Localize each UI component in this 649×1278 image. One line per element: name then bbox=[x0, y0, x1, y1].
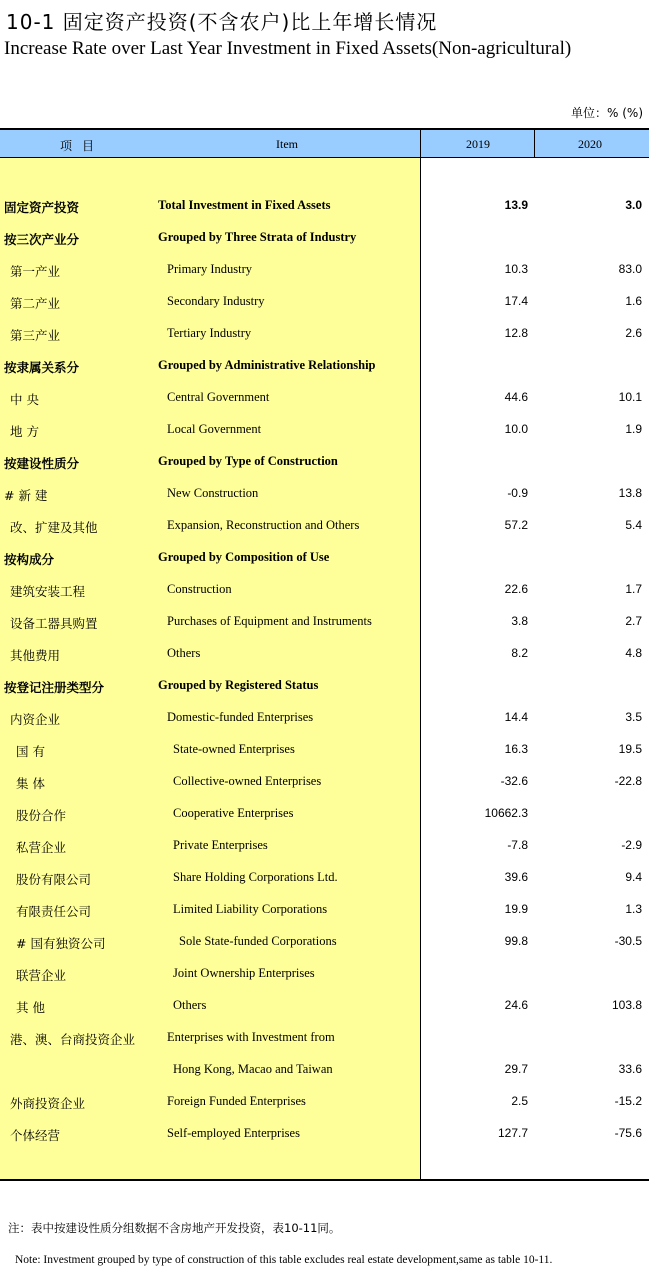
row-label-en: Grouped by Registered Status bbox=[158, 678, 319, 692]
value-2020: 3.5 bbox=[625, 710, 642, 724]
table-row bbox=[0, 862, 649, 894]
row-label-en: Secondary Industry bbox=[167, 294, 265, 308]
row-label-en: Hong Kong, Macao and Taiwan bbox=[173, 1062, 333, 1076]
table-row bbox=[0, 350, 649, 382]
table-row bbox=[0, 1118, 649, 1150]
header-cn: 项目 bbox=[60, 139, 105, 153]
note-cn: 注：表中按建设性质分组数据不含房地产开发投资，表10-11同。 bbox=[8, 1221, 341, 1235]
table-row bbox=[0, 414, 649, 446]
value-2019: 3.8 bbox=[511, 614, 528, 628]
value-2020: 10.1 bbox=[618, 390, 642, 404]
value-2019: 10662.3 bbox=[484, 806, 528, 820]
row-label-en: Primary Industry bbox=[167, 262, 253, 276]
row-label-cn: # 新 建 bbox=[4, 488, 48, 503]
value-2019: 16.3 bbox=[504, 742, 528, 756]
value-2020: 1.7 bbox=[625, 582, 642, 596]
value-2019: -0.9 bbox=[507, 486, 528, 500]
row-label-en: State-owned Enterprises bbox=[173, 742, 295, 756]
row-label-en: Expansion, Reconstruction and Others bbox=[167, 518, 360, 532]
value-2019: 13.9 bbox=[504, 198, 528, 212]
value-2019: 10.0 bbox=[504, 422, 528, 436]
row-label-en: Joint Ownership Enterprises bbox=[173, 966, 315, 980]
value-2020: 3.0 bbox=[625, 198, 642, 212]
row-label-cn: 其他费用 bbox=[10, 648, 61, 663]
value-2020: 5.4 bbox=[625, 518, 642, 532]
value-2020: -15.2 bbox=[614, 1094, 642, 1108]
row-label-en: Limited Liability Corporations bbox=[173, 902, 328, 916]
value-2019: 17.4 bbox=[504, 294, 528, 308]
row-label-cn: 中 央 bbox=[10, 392, 39, 407]
table-row bbox=[0, 894, 649, 926]
row-label-cn: # 国有独资公司 bbox=[16, 936, 106, 951]
table-title-en: Increase Rate over Last Year Investment in Fixed Assets(Non-agricultural) bbox=[4, 38, 572, 59]
row-label-cn: 地 方 bbox=[10, 424, 39, 439]
row-label-en: Grouped by Type of Construction bbox=[158, 454, 338, 468]
row-label-cn: 第二产业 bbox=[10, 296, 61, 311]
row-label-en: Tertiary Industry bbox=[167, 326, 252, 340]
row-label-cn: 股份合作 bbox=[16, 808, 67, 823]
table-row bbox=[0, 798, 649, 830]
row-label-en: Collective-owned Enterprises bbox=[173, 774, 322, 788]
row-label-cn: 第三产业 bbox=[10, 328, 61, 343]
table-row bbox=[0, 478, 649, 510]
value-2019: 29.7 bbox=[504, 1062, 528, 1076]
value-2019: 12.8 bbox=[504, 326, 528, 340]
value-2020: 13.8 bbox=[618, 486, 642, 500]
row-label-cn: 国 有 bbox=[16, 744, 45, 759]
table-row bbox=[0, 382, 649, 414]
value-2020: 2.6 bbox=[625, 326, 642, 340]
table-row bbox=[0, 446, 649, 478]
value-2019: 99.8 bbox=[504, 934, 528, 948]
value-2019: 10.3 bbox=[504, 262, 528, 276]
row-label-en: Central Government bbox=[167, 390, 270, 404]
row-label-cn: 按三次产业分 bbox=[4, 232, 80, 247]
row-label-cn: 联营企业 bbox=[16, 968, 67, 983]
table-row bbox=[0, 926, 649, 958]
table-row bbox=[0, 990, 649, 1022]
row-label-cn: 设备工器具购置 bbox=[10, 616, 98, 631]
value-2019: 8.2 bbox=[511, 646, 528, 660]
row-label-en: Foreign Funded Enterprises bbox=[167, 1094, 306, 1108]
table-row bbox=[0, 766, 649, 798]
row-label-cn: 按隶属关系分 bbox=[4, 360, 80, 375]
value-2019: 39.6 bbox=[504, 870, 528, 884]
row-label-cn: 个体经营 bbox=[10, 1128, 61, 1143]
table-row bbox=[0, 542, 649, 574]
row-label-en: Grouped by Three Strata of Industry bbox=[158, 230, 357, 244]
row-label-cn: 按构成分 bbox=[4, 552, 55, 567]
value-2020: 1.9 bbox=[625, 422, 642, 436]
value-2019: 24.6 bbox=[504, 998, 528, 1012]
value-2020: 2.7 bbox=[625, 614, 642, 628]
row-label-en: Local Government bbox=[167, 422, 262, 436]
table-title-cn: 10-1 固定资产投资(不含农户)比上年增长情况 bbox=[6, 10, 438, 34]
value-2020: 19.5 bbox=[618, 742, 642, 756]
table-row bbox=[0, 574, 649, 606]
value-2020: 33.6 bbox=[618, 1062, 642, 1076]
row-label-en: Self-employed Enterprises bbox=[167, 1126, 300, 1140]
unit-label: 单位：% (%) bbox=[571, 106, 643, 120]
row-label-cn: 私营企业 bbox=[16, 840, 67, 855]
value-2020: -22.8 bbox=[614, 774, 642, 788]
table-row bbox=[0, 606, 649, 638]
row-label-en: Others bbox=[173, 998, 207, 1012]
table-header bbox=[0, 128, 649, 158]
header-year-2019: 2019 bbox=[466, 137, 490, 151]
header-divider bbox=[534, 128, 535, 158]
row-label-en: Others bbox=[167, 646, 201, 660]
table-row bbox=[0, 190, 649, 222]
row-label-cn: 改、扩建及其他 bbox=[10, 520, 98, 535]
row-label-cn: 集 体 bbox=[16, 776, 45, 791]
row-label-cn: 内资企业 bbox=[10, 712, 61, 727]
row-label-cn: 固定资产投资 bbox=[4, 200, 80, 215]
value-2019: 2.5 bbox=[511, 1094, 528, 1108]
row-label-cn: 第一产业 bbox=[10, 264, 61, 279]
value-2020: -30.5 bbox=[614, 934, 642, 948]
table-row bbox=[0, 670, 649, 702]
value-2019: 14.4 bbox=[504, 710, 528, 724]
row-label-en: Grouped by Composition of Use bbox=[158, 550, 330, 564]
value-2019: 19.9 bbox=[504, 902, 528, 916]
value-2019: 44.6 bbox=[504, 390, 528, 404]
row-label-en: Total Investment in Fixed Assets bbox=[158, 198, 331, 212]
row-label-en: Private Enterprises bbox=[173, 838, 268, 852]
value-2019: 22.6 bbox=[504, 582, 528, 596]
row-label-cn: 股份有限公司 bbox=[16, 872, 92, 887]
table-row bbox=[0, 510, 649, 542]
table-row bbox=[0, 222, 649, 254]
row-label-cn: 按登记注册类型分 bbox=[4, 680, 105, 695]
row-label-en: Grouped by Administrative Relationship bbox=[158, 358, 376, 372]
row-label-en: Sole State-funded Corporations bbox=[179, 934, 337, 948]
value-2020: 9.4 bbox=[625, 870, 642, 884]
row-label-cn: 外商投资企业 bbox=[10, 1096, 86, 1111]
value-2020: 4.8 bbox=[625, 646, 642, 660]
table-row bbox=[0, 1022, 649, 1054]
value-2019: 127.7 bbox=[497, 1126, 528, 1140]
row-label-en: Construction bbox=[167, 582, 232, 596]
row-label-en: Purchases of Equipment and Instruments bbox=[167, 614, 372, 628]
table-row bbox=[0, 1086, 649, 1118]
table-row bbox=[0, 734, 649, 766]
table-bottom-rule bbox=[0, 1179, 649, 1181]
value-2019: -7.8 bbox=[507, 838, 528, 852]
row-label-en: Domestic-funded Enterprises bbox=[167, 710, 314, 724]
table-row bbox=[0, 958, 649, 990]
row-label-en: Cooperative Enterprises bbox=[173, 806, 294, 820]
row-label-en: Enterprises with Investment from bbox=[167, 1030, 335, 1044]
value-2019: -32.6 bbox=[500, 774, 528, 788]
value-2020: 83.0 bbox=[618, 262, 642, 276]
header-item: Item bbox=[276, 137, 298, 151]
row-label-en: Share Holding Corporations Ltd. bbox=[173, 870, 338, 884]
row-label-cn: 其 他 bbox=[16, 1000, 45, 1015]
note-en: Note: Investment grouped by type of construction of this table excludes real estate development,same as table 10-11. bbox=[15, 1254, 553, 1266]
value-2020: 1.3 bbox=[625, 902, 642, 916]
table-row bbox=[0, 286, 649, 318]
table-row bbox=[0, 702, 649, 734]
value-2020: -75.6 bbox=[614, 1126, 642, 1140]
value-2020: -2.9 bbox=[621, 838, 642, 852]
value-2020: 103.8 bbox=[611, 998, 642, 1012]
row-label-cn: 建筑安装工程 bbox=[10, 584, 86, 599]
row-label-cn: 按建设性质分 bbox=[4, 456, 80, 471]
row-label-cn: 有限责任公司 bbox=[16, 904, 92, 919]
table-row bbox=[0, 830, 649, 862]
table-row bbox=[0, 318, 649, 350]
table-row bbox=[0, 1054, 649, 1086]
row-label-cn: 港、澳、台商投资企业 bbox=[10, 1032, 136, 1047]
row-label-en: New Construction bbox=[167, 486, 259, 500]
value-2019: 57.2 bbox=[504, 518, 528, 532]
header-year-2020: 2020 bbox=[578, 137, 602, 151]
table-row bbox=[0, 254, 649, 286]
table-row bbox=[0, 638, 649, 670]
value-2020: 1.6 bbox=[625, 294, 642, 308]
